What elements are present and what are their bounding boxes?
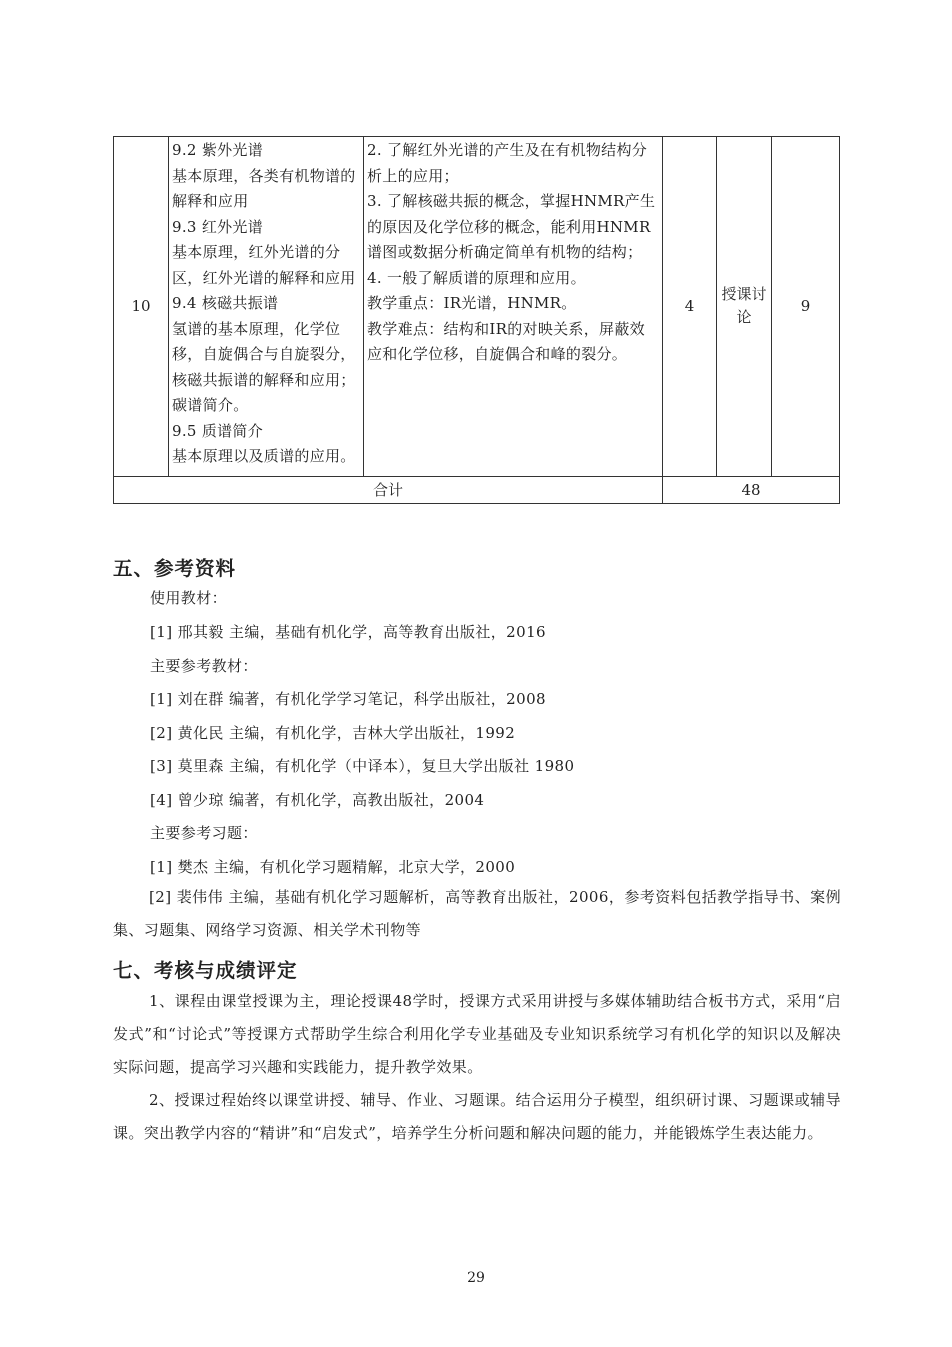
section7-heading: 七、考核与成绩评定 bbox=[113, 959, 298, 982]
exercises-label: 主要参考习题： bbox=[150, 824, 258, 842]
textbook-entry: [1] 邢其毅 主编，基础有机化学，高等教育出版社，2016 bbox=[150, 623, 546, 641]
assessment-paragraph: 1、课程由课堂授课为主，理论授课48学时，授课方式采用讲授与多媒体辅助结合板书方式，采用“启发式”和“讨论式”等授课方式帮助学生综合利用化学专业基础及专业知识系统学习有机化学的知识以及解决实际问题，提高学习兴趣和实践能力，提升教学效果。 bbox=[113, 992, 841, 1076]
total-value: 48 bbox=[663, 476, 840, 503]
exercise-entry: [1] 樊杰 主编，有机化学习题精解，北京大学，2000 bbox=[150, 858, 516, 876]
reference-entry: [1] 刘在群 编著，有机化学学习笔记，科学出版社，2008 bbox=[150, 690, 546, 708]
total-label: 合计 bbox=[114, 476, 663, 503]
syllabus-table bbox=[113, 136, 840, 504]
teaching-method-cell: 授课讨论 bbox=[717, 137, 772, 477]
table-row bbox=[114, 137, 840, 477]
teaching-requirements-cell: 2. 了解红外光谱的产生及在有机物结构分析上的应用； 3. 了解核磁共振的概念，掌握HNMR产生的原因及化学位移的概念，能利用HNMR谱图或数据分析确定简单有机物的结构； 4. 一般了解质谱的原理和应用。 教学重点：IR光谱，HNMR。 教学难点：结构和IR的对映关系，屏蔽效应和化学位移，自旋偶合和峰的裂分。 bbox=[364, 137, 663, 477]
hours-cell: 4 bbox=[663, 137, 717, 477]
assessment-paragraph: 2、授课过程始终以课堂讲授、辅导、作业、习题课。结合运用分子模型，组织研讨课、习题课或辅导课。突出教学内容的“精讲”和“启发式”，培养学生分析问题和解决问题的能力，并能锻炼学生表达能力。 bbox=[113, 1091, 841, 1142]
textbook-label: 使用教材： bbox=[150, 589, 228, 607]
reference-entry: [2] 黄化民 主编，有机化学，吉林大学出版社，1992 bbox=[150, 724, 516, 742]
section5-heading: 五、参考资料 bbox=[113, 557, 237, 580]
page-number: 29 bbox=[467, 1270, 485, 1286]
exercise-entry: [2] 裴伟伟 主编，基础有机化学习题解析，高等教育出版社，2006，参考资料包括教学指导书、案例集、习题集、网络学习资源、相关学术刊物等 bbox=[113, 888, 841, 939]
week-cell: 9 bbox=[772, 137, 840, 477]
total-row bbox=[114, 476, 840, 503]
reference-entry: [4] 曾少琼 编著，有机化学，高教出版社，2004 bbox=[150, 791, 485, 809]
teaching-content-cell: 9.2 紫外光谱 基本原理，各类有机物谱的解释和应用 9.3 红外光谱 基本原理，红外光谱的分区，红外光谱的解释和应用 9.4 核磁共振谱 氢谱的基本原理，化学位移，自旋偶合与自旋裂分，核磁共振谱的解释和应用；碳谱简介。 9.5 质谱简介 基本原理以及质谱的应用。 bbox=[169, 137, 364, 477]
row-number: 10 bbox=[114, 137, 169, 477]
refs-label: 主要参考教材： bbox=[150, 657, 258, 675]
reference-entry: [3] 莫里森 主编，有机化学（中译本），复旦大学出版社 1980 bbox=[150, 757, 575, 775]
